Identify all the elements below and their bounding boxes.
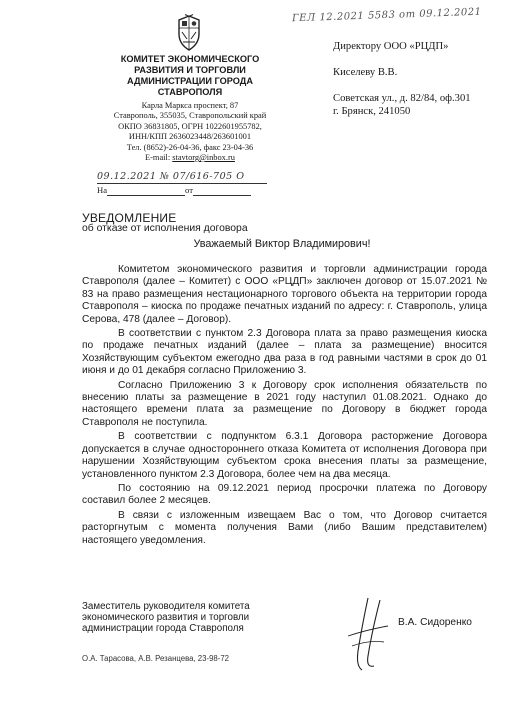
reference-from-blank (193, 185, 251, 196)
recipient-city: г. Брянск, 241050 (333, 106, 411, 117)
organization-name (95, 54, 285, 98)
body-paragraph: В соответствии с подпунктом 6.3.1 Договора расторжение Договора допускается в случае одностороннего отказа Комитета от исполнения Договора при нарушении Хозяйствующим субъектом срока внесения платы за размещение, установленного пунктом 2.3 Договора, более чем на два месяца. (82, 431, 487, 480)
position-line: Заместитель руководителя комитета (82, 601, 250, 612)
signatory-position (82, 601, 302, 634)
reference-line (97, 185, 267, 196)
reference-on-blank (107, 185, 185, 196)
greeting: Уважаемый Виктор Владимирович! (193, 238, 371, 250)
handwritten-signature (338, 596, 396, 674)
recipient-position: Директору ООО «РЦДП» (333, 41, 449, 52)
org-line: РАЗВИТИЯ И ТОРГОВЛИ (134, 65, 246, 75)
address-line: ИНН/КПП 2636023448/263601001 (128, 132, 252, 142)
organization-address (95, 101, 285, 163)
address-line: Ставрополь, 355035, Ставропольский край (113, 111, 267, 121)
body-paragraph: В соответствии с пунктом 2.3 Договора плата за право размещения киоска по продаже печатных изданий (далее – плата за размещение) вносится Хозяйствующим субъектом ежегодно два раза в год равными частями в срок до 01 июня и до 01 декабря согласно Приложению 3. (82, 328, 487, 377)
body-paragraph: В связи с изложенным извещаем Вас о том, что Договор считается расторгнутым с момента получения Вами (либо Вашим представителем) настоящего уведомления. (82, 509, 487, 546)
address-line: Тел. (8652)-26-04-36, факс 23-04-36 (126, 142, 254, 152)
reference-on-label: На (97, 185, 108, 195)
recipient-address: Советская ул., д. 82/84, оф.301 (333, 93, 471, 104)
body-paragraph: По состоянию на 09.12.2021 период просрочки платежа по Договору составил более 2 месяцев. (82, 482, 487, 507)
letter-body (82, 264, 487, 549)
body-paragraph: Комитетом экономического развития и торговли администрации города Ставрополя (далее – Комитет) с ООО «РЦДП» заключен договор от 15.07.2021 № 83 на право размещения нестационарного торгового объекта на территории города Ставрополя – киоска по продаже печатных изданий по адресу: г. Ставрополь, улица Серова, 478 (далее – Договор). (82, 264, 487, 325)
org-line: АДМИНИСТРАЦИИ ГОРОДА (127, 76, 253, 86)
address-line: Карла Маркса проспект, 87 (141, 101, 239, 110)
position-line: экономического развития и торговли (82, 612, 250, 623)
signatory-name: В.А. Сидоренко (398, 617, 472, 628)
notice-subtitle: об отказе от исполнения договора (82, 223, 248, 234)
body-paragraph: Согласно Приложению 3 к Договору срок исполнения обязательств по внесению платы за размещение в 2021 году наступил 01.08.2021. Однако до настоящего времени плата за размещение по Договору в бюджет города Ставрополя не поступила. (82, 379, 487, 428)
recipient-name: Киселеву В.В. (333, 67, 398, 78)
recipient-block (333, 40, 503, 118)
registration-number: 09.12.2021 № 07/616-705 О (97, 171, 267, 184)
registration-stamp: ГЕЛ 12.2021 5583 от 09.12.2021 (291, 6, 482, 25)
email-line (95, 153, 285, 163)
position-line: администрации города Ставрополя (82, 623, 244, 634)
org-line: СТАВРОПОЛЯ (157, 87, 223, 97)
email-link[interactable]: stavtorg@inbox.ru (172, 153, 235, 163)
notice-title: УВЕДОМЛЕНИЕ (82, 211, 177, 225)
org-line: КОМИТЕТ ЭКОНОМИЧЕСКОГО (120, 54, 260, 64)
executor-contact: О.А. Тарасова, А.В. Резанцева, 23-98-72 (82, 654, 230, 663)
email-label: E-mail: (145, 153, 173, 163)
reference-from-label: от (185, 185, 193, 195)
address-line: ОКПО 36831805, ОГРН 1022601955782, (118, 121, 262, 131)
coat-of-arms-icon (174, 14, 204, 52)
